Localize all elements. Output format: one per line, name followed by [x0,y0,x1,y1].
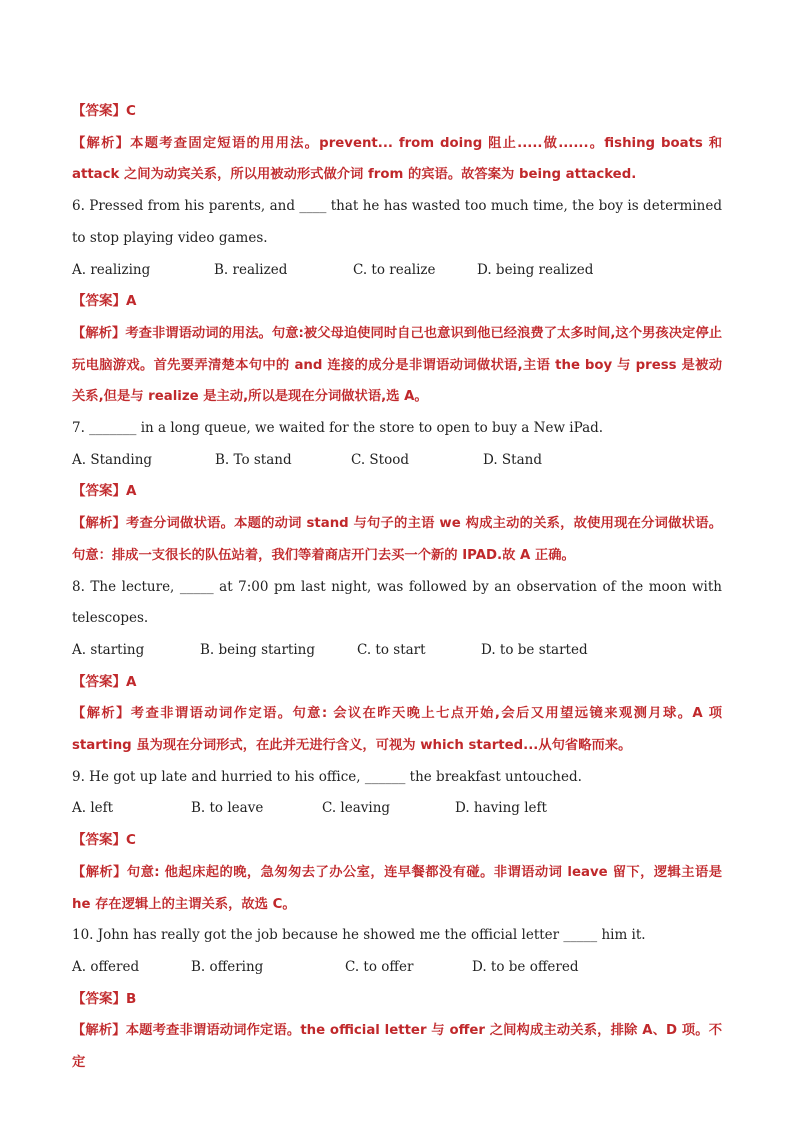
answer-line [72,825,722,857]
analysis-paragraph [72,698,722,761]
analysis-paragraph [72,128,722,191]
option-d: D. Stand [483,451,542,468]
options-10 [72,952,722,984]
option-c: C. Stood [351,451,410,468]
options-9 [72,793,722,825]
answer-value: A [126,673,137,690]
question-6: 6. Pressed from his parents, and ____ that he has wasted too much time, the boy is determined to stop playing video games. [72,198,722,246]
analysis-paragraph [72,1015,722,1078]
option-a: A. realizing [72,261,151,278]
question-10: 10. John has really got the job because he showed me the official letter _____ him it. [72,927,646,944]
question-9: 9. He got up late and hurried to his office, ______ the breakfast untouched. [72,768,582,785]
answer-label: 【答案】 [72,103,126,119]
option-b: B. being starting [200,641,316,658]
analysis-text: 考查非谓语动词的用法。句意:被父母迫使同时自己也意识到他已经浪费了太多时间,这个男孩决定停止玩电脑游戏。首先要弄清楚本句中的 and 连接的成分是非谓语动词做状语,主语 the boy 与 press 是被动关系,但是与 realize 是主动,所以是现在分词做状语,选 A。 [72,325,723,405]
option-b: B. To stand [215,451,292,468]
answer-value: C [126,832,136,849]
option-a: A. Standing [72,451,153,468]
analysis-label: 【解析】 [72,706,131,722]
analysis-text: 本题考查固定短语的用用法。prevent... from doing 阻止.....做......。fishing boats 和 attack 之间为动宾关系，所以用被动形式做介词 from 的宾语。故答案为 being attacked. [72,135,723,183]
options-6 [72,255,722,287]
options-7 [72,445,722,477]
option-a: A. starting [72,641,145,658]
option-c: C. leaving [322,800,391,817]
answer-label: 【答案】 [72,832,126,849]
answer-label: 【答案】 [72,293,126,310]
answer-value: C [126,103,136,119]
answer-line [72,96,722,128]
option-d: D. to be started [481,641,588,658]
analysis-label: 【解析】 [72,1023,126,1039]
option-b: B. realized [214,261,288,278]
analysis-paragraph [72,857,722,920]
analysis-label: 【解析】 [72,864,127,880]
analysis-text: 本题考查非谓语动词作定语。the official letter 与 offer 之间构成主动关系，排除 A、D 项。不定 [72,1023,723,1071]
answer-line [72,476,722,508]
option-c: C. to realize [353,261,436,278]
answer-line [72,984,722,1016]
answer-value: A [126,483,137,500]
answer-label: 【答案】 [72,483,126,500]
question-content [72,96,722,1079]
analysis-text: 考查分词做状语。本题的动词 stand 与句子的主语 we 构成主动的关系，故使用现在分词做状语。句意：排成一支很长的队伍站着，我们等着商店开门去买一个新的 IPAD.故 A 正确。 [72,516,722,563]
option-b: B. to leave [191,800,264,817]
option-d: D. being realized [477,261,594,278]
answer-value: A [126,293,137,310]
analysis-label: 【解析】 [72,135,131,151]
analysis-text: 句意: 他起床起的晚，急匆匆去了办公室，连早餐都没有碰。非谓语动词 leave 留下，逻辑主语是 he 存在逻辑上的主谓关系，故选 C。 [72,864,722,912]
question-7: 7. _______ in a long queue, we waited for the store to open to buy a New iPad. [72,420,604,437]
option-d: D. to be offered [472,958,579,975]
option-d: D. having left [455,800,547,817]
answer-line [72,286,722,318]
analysis-paragraph [72,508,722,571]
answer-label: 【答案】 [72,673,126,690]
analysis-text: 考查非谓语动词作定语。句意: 会议在昨天晚上七点开始,会后又用望远镜来观测月球。A 项 starting 虽为现在分词形式，在此并无进行含义，可视为 which started...从句省略而来。 [72,706,723,754]
analysis-label: 【解析】 [72,325,126,341]
analysis-label: 【解析】 [72,516,127,532]
analysis-paragraph [72,318,722,413]
option-a: A. offered [72,958,140,975]
option-c: C. to start [357,641,426,658]
options-8 [72,635,722,667]
answer-label: 【答案】 [72,990,126,1007]
option-c: C. to offer [345,958,414,975]
option-a: A. left [72,800,114,817]
option-b: B. offering [191,958,264,975]
answer-line [72,667,722,699]
question-8: 8. The lecture, _____ at 7:00 pm last night, was followed by an observation of the moon with telescopes. [72,578,722,627]
answer-value: B [126,990,137,1007]
